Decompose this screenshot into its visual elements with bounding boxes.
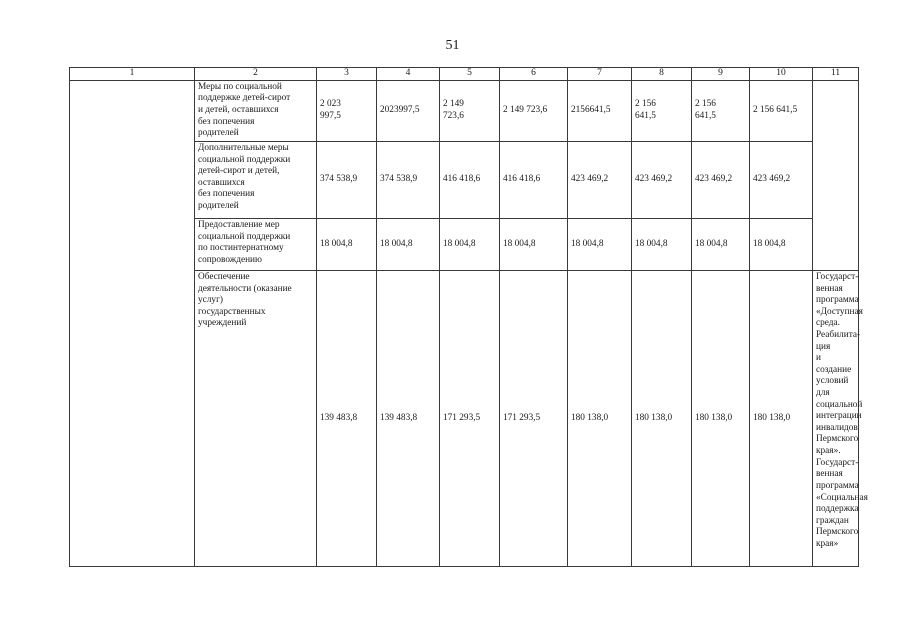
value-cell: 18 004,8 [568, 218, 632, 270]
value-cell: 416 418,6 [500, 141, 568, 218]
row-name: Предоставление мер социальной поддержки по постинтернатному сопровождению [195, 218, 317, 270]
table-row [70, 80, 859, 141]
column-header: 6 [500, 68, 568, 81]
value-cell: 18 004,8 [317, 218, 377, 270]
value-cell: 2 149 723,6 [500, 80, 568, 141]
value-cell: 416 418,6 [440, 141, 500, 218]
value-cell: 374 538,9 [377, 141, 440, 218]
value-cell: 2023997,5 [377, 80, 440, 141]
value-cell: 18 004,8 [440, 218, 500, 270]
value-cell: 18 004,8 [692, 218, 750, 270]
header-row [70, 68, 859, 81]
value-cell: 2 149 723,6 [440, 80, 500, 141]
value-cell: 423 469,2 [632, 141, 692, 218]
value-cell: 2 156 641,5 [632, 80, 692, 141]
value-cell: 180 138,0 [632, 270, 692, 566]
column-header: 8 [632, 68, 692, 81]
value-cell: 18 004,8 [377, 218, 440, 270]
page-number: 51 [445, 38, 460, 53]
value-cell: 18 004,8 [500, 218, 568, 270]
value-cell: 2 023 997,5 [317, 80, 377, 141]
value-cell: 423 469,2 [750, 141, 813, 218]
value-cell: 171 293,5 [440, 270, 500, 566]
value-cell: 180 138,0 [692, 270, 750, 566]
value-cell: 423 469,2 [568, 141, 632, 218]
value-cell: 18 004,8 [632, 218, 692, 270]
column-header: 1 [70, 68, 195, 81]
column-header: 5 [440, 68, 500, 81]
column-header: 3 [317, 68, 377, 81]
value-cell: 2 156 641,5 [750, 80, 813, 141]
program-cell: Государст- венная программа «Доступная среда. Реабилита- ция и создание условий для социальной интеграции инвалидов Пермского края». Государст- венная программа «Социальная поддержка граждан Пермского края» [813, 270, 859, 566]
row-name: Меры по социальной поддержке детей-сирот и детей, оставшихся без попечения родителей [195, 80, 317, 141]
value-cell: 139 483,8 [317, 270, 377, 566]
empty-cell [813, 80, 859, 270]
budget-table [69, 67, 868, 567]
column-header: 7 [568, 68, 632, 81]
row-name: Дополнительные меры социальной поддержки детей-сирот и детей, оставшихся без попечения родителей [195, 141, 317, 218]
column-header: 10 [750, 68, 813, 81]
value-cell: 2 156 641,5 [692, 80, 750, 141]
value-cell: 18 004,8 [750, 218, 813, 270]
value-cell: 180 138,0 [568, 270, 632, 566]
value-cell: 180 138,0 [750, 270, 813, 566]
value-cell: 374 538,9 [317, 141, 377, 218]
column-header: 11 [813, 68, 859, 81]
column-header: 2 [195, 68, 317, 81]
column-header: 9 [692, 68, 750, 81]
column-header: 4 [377, 68, 440, 81]
empty-cell [70, 80, 195, 566]
value-cell: 423 469,2 [692, 141, 750, 218]
row-name: Обеспечение деятельности (оказание услуг) государственных учреждений [195, 270, 317, 566]
value-cell: 2156641,5 [568, 80, 632, 141]
value-cell: 139 483,8 [377, 270, 440, 566]
value-cell: 171 293,5 [500, 270, 568, 566]
